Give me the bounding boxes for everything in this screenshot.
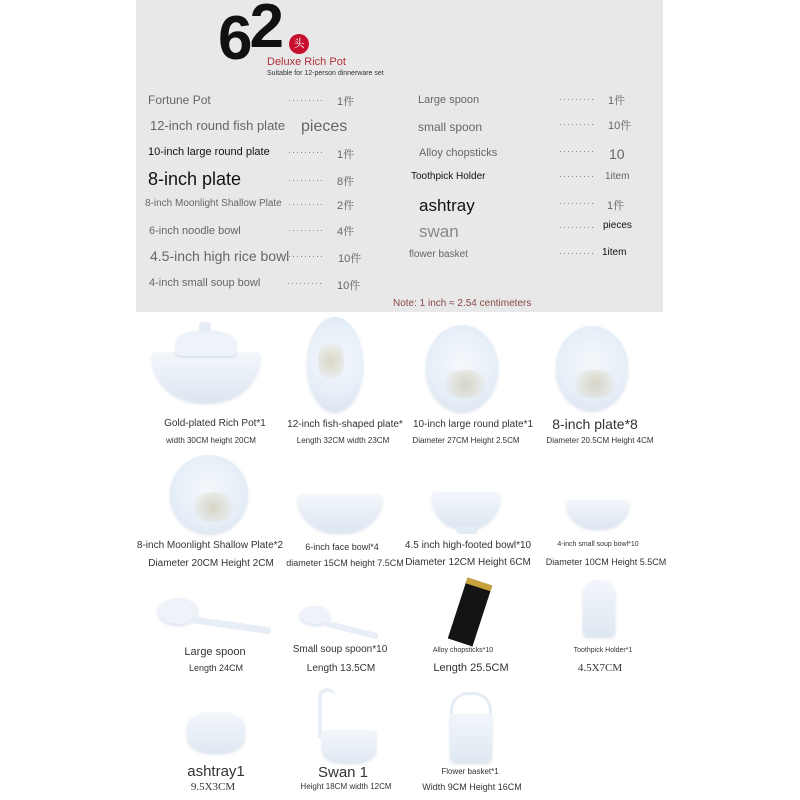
toothpick-holder-image	[583, 580, 615, 636]
list-item-name: 4-inch small soup bowl	[149, 277, 261, 289]
rich-pot-knob-image	[199, 322, 211, 332]
list-item-qty: 10件	[608, 120, 632, 132]
product-caption: 4-inch small soup bowl*10	[557, 541, 639, 548]
floral-pattern	[190, 492, 236, 522]
product-caption: 8-inch Moonlight Shallow Plate*2	[136, 540, 284, 551]
rich-pot-image	[152, 352, 260, 402]
list-item-qty: 8件	[337, 176, 355, 188]
product-caption: 10-inch large round plate*1	[412, 419, 534, 430]
leader-dots: ·········	[559, 94, 595, 104]
swan-neck-image	[318, 688, 336, 738]
product-caption: Swan 1	[317, 764, 369, 781]
product-caption: ashtray1	[187, 763, 245, 780]
set-subtitle: Suitable for 12-person dinnerware set	[267, 70, 384, 77]
count-digit-six: 6	[218, 4, 250, 73]
list-item-qty: 2件	[337, 200, 355, 212]
product-dimensions: diameter 15CM height 7.5CM	[286, 558, 404, 568]
product-caption: Small soup spoon*10	[292, 644, 388, 655]
rich-pot-lid-image	[176, 330, 236, 356]
leader-dots: ·········	[288, 199, 324, 209]
list-item-name: Alloy chopsticks	[419, 147, 498, 159]
set-title: Deluxe Rich Pot	[267, 56, 346, 68]
count-digit-two: 2	[249, 0, 281, 61]
product-dimensions: Diameter 20.5CM Height 4CM	[546, 436, 654, 445]
leader-dots: ·········	[559, 119, 595, 129]
product-caption: Toothpick Holder*1	[573, 647, 633, 654]
leader-dots: ·········	[288, 175, 324, 185]
leader-dots: ·········	[559, 222, 595, 232]
product-caption: Gold-plated Rich Pot*1	[164, 418, 266, 429]
product-dimensions: 4.5X7CM	[577, 662, 623, 674]
product-caption: Alloy chopsticks*10	[432, 647, 494, 654]
product-dimensions: Length 25.5CM	[433, 662, 509, 674]
chopsticks-gold-band	[466, 578, 493, 592]
unit-note: Note: 1 inch ≈ 2.54 centimeters	[393, 298, 532, 309]
list-item-qty: 1件	[337, 149, 355, 161]
product-caption: 12-inch fish-shaped plate*	[287, 419, 403, 430]
list-item-qty: 10件	[338, 253, 362, 265]
list-item-qty: 4件	[337, 226, 355, 238]
product-dimensions: Diameter 27CM Height 2.5CM	[412, 436, 520, 445]
list-item-name: 12-inch round fish plate	[150, 118, 286, 133]
list-item-qty: pieces	[603, 220, 632, 231]
list-item-qty: 1件	[607, 200, 625, 212]
small-soup-bowl-image	[567, 500, 629, 528]
leader-dots: ·········	[288, 225, 324, 235]
chopsticks-image	[448, 578, 493, 647]
list-item-name: swan	[419, 222, 459, 241]
list-item-name: 8-inch plate	[148, 169, 242, 189]
product-caption: Flower basket*1	[441, 767, 499, 776]
large-round-plate-image	[426, 325, 498, 411]
high-footed-bowl-image	[432, 492, 500, 528]
product-dimensions: Height 18CM width 12CM	[300, 782, 392, 791]
list-item-name: flower basket	[409, 249, 468, 260]
leader-dots: ·········	[559, 146, 595, 156]
list-item-qty: 1件	[337, 96, 355, 108]
product-dimensions: width 30CM height 20CM	[166, 436, 256, 445]
leader-dots: ·········	[559, 171, 595, 181]
list-item-name: 10-inch large round plate	[148, 146, 270, 158]
product-dimensions: Diameter 20CM Height 2CM	[148, 558, 274, 569]
list-item-qty: 10	[609, 146, 625, 162]
product-caption: 8-inch plate*8	[552, 416, 638, 432]
leader-dots: ·········	[288, 147, 324, 157]
list-item-name: ashtray	[419, 196, 475, 215]
product-caption: Large spoon	[184, 646, 246, 658]
face-bowl-image	[298, 494, 382, 532]
product-caption: 6-inch face bowl*4	[305, 542, 379, 552]
leader-dots: ·········	[287, 278, 323, 288]
product-dimensions: Length 32CM width 23CM	[296, 436, 390, 445]
leader-dots: ·········	[559, 198, 595, 208]
product-dimensions: Diameter 12CM Height 6CM	[405, 557, 531, 568]
list-item-name: 6-inch noodle bowl	[149, 225, 241, 237]
list-item-name: 8-inch Moonlight Shallow Plate	[145, 198, 282, 209]
list-item-qty: pieces	[301, 118, 348, 135]
flower-basket-image	[450, 714, 492, 762]
list-item-name: small spoon	[418, 120, 483, 134]
pieces-badge-icon: 头	[289, 34, 309, 54]
floral-pattern	[318, 338, 344, 384]
list-item-qty: 1件	[608, 95, 626, 107]
floral-pattern	[440, 370, 490, 398]
leader-dots: ·········	[288, 251, 324, 261]
list-item-qty: 1item	[602, 247, 627, 258]
ashtray-image	[187, 712, 245, 752]
small-spoon-handle-image	[323, 620, 379, 639]
list-item-name: 4.5-inch high rice bowl	[150, 248, 290, 264]
leader-dots: ·········	[559, 248, 595, 258]
list-item-qty: 1item	[605, 171, 630, 182]
product-dimensions: Diameter 10CM Height 5.5CM	[545, 557, 667, 567]
list-item-name: Fortune Pot	[148, 93, 211, 107]
large-spoon-handle-image	[190, 616, 272, 634]
product-dimensions: 9.5X3CM	[190, 781, 236, 793]
product-dimensions: Width 9CM Height 16CM	[422, 782, 522, 792]
list-item-name: Toothpick Holder	[411, 171, 486, 182]
bowl-foot-image	[456, 526, 478, 534]
product-dimensions: Length 24CM	[188, 663, 244, 673]
list-item-name: Large spoon	[418, 94, 480, 106]
product-dimensions: Length 13.5CM	[306, 663, 376, 674]
floral-pattern	[570, 370, 620, 398]
leader-dots: ·········	[288, 95, 324, 105]
product-caption: 4.5 inch high-footed bowl*10	[404, 540, 532, 551]
list-item-qty: 10件	[337, 280, 361, 292]
